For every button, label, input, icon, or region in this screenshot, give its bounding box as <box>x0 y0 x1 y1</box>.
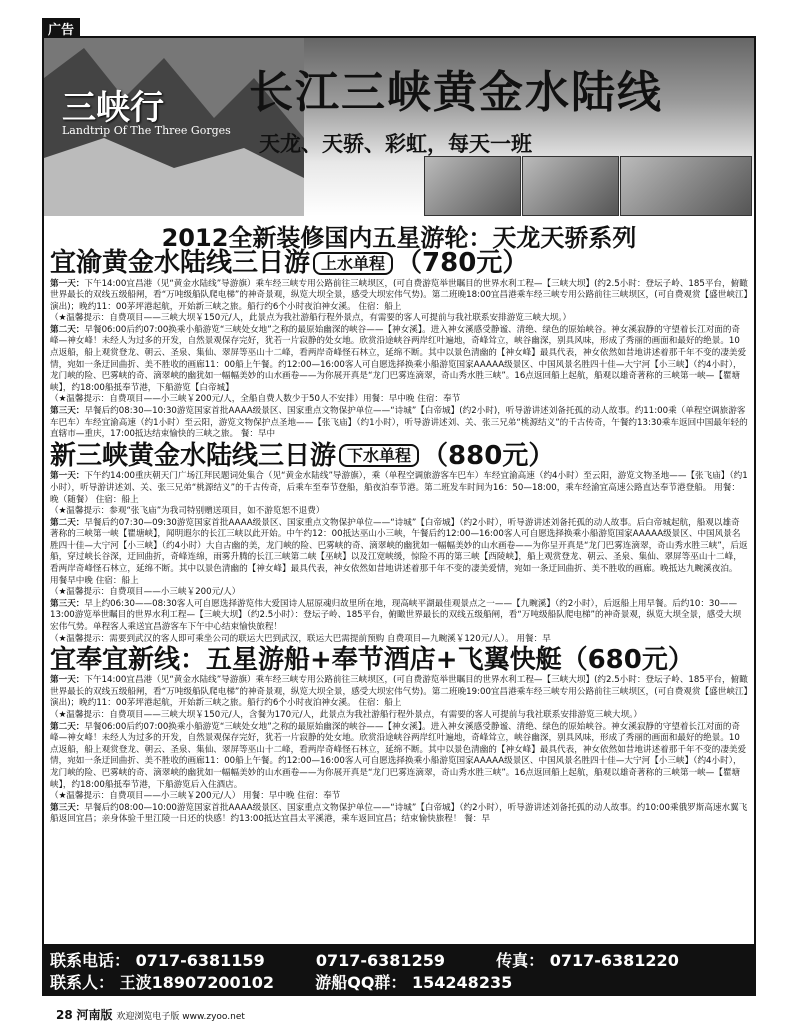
day-label: 第三天： <box>50 802 85 813</box>
itinerary-paragraph <box>50 722 748 792</box>
contact-row-2 <box>50 970 512 993</box>
phone-label: 联系电话： <box>50 951 131 970</box>
route-price: 780元 <box>422 248 503 278</box>
route-name: 宜渝黄金水陆线三日游 <box>50 248 311 278</box>
route-section <box>44 645 754 826</box>
itinerary-paragraph <box>50 325 748 395</box>
day-text: 早餐后约08:30—10:30游览国家首批AAAA级景区、国家重点文物保护单位——“诗城”【白帝城】(约2小时)，听导游讲述刘备托孤的动人故事。约11:00乘（单程空调旅游客车巴车）车经宜渝高速（约1小时）至云阳，游览文物保护点圣地——【张飞庙】（约1小时），听导游讲述刘、关、张三兄弟“桃源结义”的千古传奇，午餐约13:30乘车返回中国最年轻的直辖市—重庆，17:00抵达结束愉快的三峡之旅。 餐：早中 <box>50 406 748 440</box>
day-label: 第三天： <box>50 406 85 417</box>
route-name: 新三峡黄金水陆线三日游 <box>50 440 337 471</box>
day-text: 早餐后约08:00—10:00游览国家首批AAAA级景区、国家重点文物保护单位——“诗城”【白帝城】（约2小时），听导游讲述刘备托孤的动人故事。约10:00乘俄罗斯高速水翼飞船返回宜昌；亲身体验千里江陵一日还的快感！约13:00抵达宜昌太平溪港，乘车返回宜昌；结束愉快旅程！ 餐：早 <box>50 802 748 825</box>
edition: 河南版 <box>76 1008 113 1022</box>
route-section <box>44 248 754 441</box>
banner-subtitle: 天龙、天骄、彩虹，每天一班 <box>259 132 532 156</box>
day-text: （★温馨提示：参观“张飞庙”为我司特别赠送项目，如不游览恕不退费） <box>50 506 325 517</box>
day-text: （★温馨提示：自费项目——三峡大坝￥150元/人，含餐为170元/人，此景点为我社游船行程外景点，有需要的客人可提前与我社联系安排游览三峡大坝。） <box>50 710 643 720</box>
itinerary-paragraph <box>50 471 748 506</box>
route-name: 宜奉宜新线：五星游船+奉节酒店+飞翼快艇 <box>50 645 562 676</box>
fax: 0717-6381220 <box>549 951 679 970</box>
itinerary-paragraph <box>50 587 748 599</box>
itinerary-paragraph <box>50 506 748 518</box>
ad-frame <box>42 36 756 996</box>
day-text: 下午约14:00重庆朝天门广场江拜民题词处集合（见“黄金水陆线”导游旗），乘（单程空调旅游客车巴车）车经宜渝高速（约4小时）至云阳，游览文物圣地——【张飞庙】（约1小时），听导游讲述刘、关、张三兄弟“桃源结义”的千古传奇，后乘车至奉节登船，船夜泊奉节港。第二班发车时间为16：50—18:00，乘车经渝宜高速公路直达奉节港登船。 用餐：晚（随餐） 住宿：船上 <box>50 471 748 505</box>
ad-tag: 广告 <box>42 18 80 39</box>
route-price: 680元 <box>587 645 668 676</box>
itinerary-paragraph <box>50 406 748 441</box>
route-title: 宜渝黄金水陆线三日游 上水单程 （780元） <box>50 248 529 278</box>
ship-photo-2 <box>522 156 619 216</box>
itinerary-paragraph <box>50 313 748 325</box>
route-title: 宜奉宜新线：五星游船+奉节酒店+飞翼快艇（680元） <box>50 645 694 676</box>
day-text: 早上约06:30——08:30客人可自愿选择游览伟大爱国诗人屈原魂归故里所在地，现高峡平湖最佳观景点之一——【九畹溪】（约2小时），后返船上用早餐。后约10：30——13:00游览举世瞩目的世界水利工程—【三峡大坝】（约2.5小时）：登坛子岭、185平台，俯瞰世界最长的双线五级船闸，看“万吨级船队爬电梯”的神奇景观，纵览大坝全景，感受大坝宏伟气势。单程客人乘送宜昌游客车下午中心结束愉快旅程！ <box>50 598 742 633</box>
day-text: （★温馨提示：自费项目——小三峡￥200元/人，全船自费人数少于50人不安排）用餐：早中晚 住宿：奉节 <box>50 394 461 405</box>
day-label: 第三天： <box>50 598 85 609</box>
itinerary-paragraph <box>50 279 748 314</box>
ship-photo-3 <box>620 156 752 216</box>
qq: 154248235 <box>412 973 513 992</box>
itinerary-paragraph <box>50 634 748 646</box>
itinerary-paragraph <box>50 675 748 710</box>
logo-subtitle: Landtrip Of The Three Gorges <box>62 124 231 137</box>
logo: 三峡行 <box>62 88 164 128</box>
routes <box>44 248 754 826</box>
day-label: 第一天： <box>50 675 85 686</box>
person: 王波18907200102 <box>119 973 275 992</box>
route-title: 新三峡黄金水陆线三日游 下水单程 （880元） <box>50 440 555 471</box>
day-text: 早餐06:00后约07:00换乘小船游览“三峡处女地”之称的最原始幽深的峡谷——【神女溪】。进入神女溪感受静谧、清绝、绿色的原始峡谷。神女溪寂静的守望着长江对面的奇峰—神女峰！未经人为过多的开发，自然景观保存完好，犹若一片寂静的处女地。欣赏沿途峡谷两岸红叶遍地，奇峰耸立，峡谷幽深，别具风味，形成了秀丽的画面和最好的绝景。10点返船，船上观赏登龙、朝云、圣泉、集仙、翠屏等巫山十二峰，看两岸奇峰怪石林立，延绵不断。其中以景色清幽的【神女峰】最具代表，神女依然如昔地讲述着那千年不变的凄美爱情，宛如一条迂回曲折、美不胜收的画廊11：00船上午餐。约12:00—16:00客人可自愿选择换乘小船游览国家AAAAA级景区、中国风景名胜四十佳—大宁河【小三峡】（约4小时），龙门峡的险、巴雾峡的奇、滴翠峡的幽犹如一幅幅美妙的山水画卷——为你展开真是“龙门巴雾连滴翠，奇山秀水胜三峡”。16点返回船上起航，船观以雄奇著称的三峡第一峡—【瞿塘峡】，约18:00船抵奉节港，下船游览【白帝城】 <box>50 324 747 393</box>
phone-1: 0717-6381159 <box>135 951 265 970</box>
contact-bar <box>44 944 754 994</box>
day-text: 早餐06:00后约07:00换乘小船游览“三峡处女地”之称的最原始幽深的峡谷——【神女溪】。进入神女溪感受静谧、清绝、绿色的原始峡谷。神女溪寂静的守望着长江对面的奇峰—神女峰！未经人为过多的开发，自然景观保存完好，犹若一片寂静的处女地。欣赏沿途峡谷两岸红叶遍地，奇峰耸立，峡谷幽深，别具风味，形成了秀丽的画面和最好的绝景。10点返船，船上观赏登龙、朝云、圣泉、集仙、翠屏等巫山十二峰，看两岸奇峰怪石林立，延绵不断。其中以景色清幽的【神女峰】最具代表，神女依然如昔地讲述着那千年不变的凄美爱情，宛如一条迂回曲折、美不胜收的画廊11：00船上午餐。约12:00—16:00客人可自愿选择换乘小船游览国家AAAAA级景区、中国风景名胜四十佳—大宁河【小三峡】（约4小时），龙门峡的险、巴雾峡的奇、滴翠峡的幽犹如一幅幅美妙的山水画卷——为你展开真是“龙门巴雾连滴翠，奇山秀水胜三峡”。16点返回船上起航，船观以雄奇著称的三峡第一峡—【瞿塘峡】，约18:00船抵奉节港，下船游览后入住酒店。 <box>50 721 747 790</box>
page-number: 28 <box>56 1008 73 1022</box>
route-section <box>44 441 754 645</box>
day-label: 第一天： <box>50 471 85 482</box>
banner-title: 长江三峡黄金水陆线 <box>249 67 663 118</box>
route-direction: 上水单程 <box>313 252 393 275</box>
ship-photo-1 <box>424 156 521 216</box>
itinerary-paragraph <box>50 791 748 803</box>
day-text: 早餐后约07:30—09:30游览国家首批AAAA级景区、国家重点文物保护单位——“诗城”【白帝城】（约2小时），听导游讲述刘备托孤的动人故事。后白帝城起航，船观以雄奇著称的三峡第一峡【瞿塘峡】，闻明遐尔的长江三峡以此开始。中午约12：00抵达巫山小三峡，午餐后约12:00—16:00客人可自愿选择换乘小船游览国家AAAAA级景区、中国风景名胜四十佳—大宁河【小三峡】（约4小时）大自古幽的美，龙门峡的险、巴雾峡的奇、滴翠峡的幽犹如一幅幅美妙的山水画卷——为你呈开真是“龙门巴雾连滴翠，奇山秀水胜三峡”，后返船，穿过峡长谷深，迂回曲折，奇峰连绵，雨雾升腾的长江三峡第二峡【巫峡】以及江宽峡缓，惊险不再的第三峡【西陵峡】，船上观赏登龙、朝云、圣泉、集仙、翠屏等巫山十二峰，看两岸奇峰怪石林立，延绵不断。其中以景色清幽的【神女峰】最具代表，神女依然如昔地讲述着那千年不变的凄美爱情，宛如一条迂回曲折、美不胜收的画廊。晚抵达九畹溪夜泊。 用餐早中晚 住宿：船上 <box>50 517 748 586</box>
itinerary-paragraph <box>50 599 748 634</box>
footer <box>56 1006 245 1023</box>
route-price: 880元 <box>448 440 529 471</box>
day-label: 第二天： <box>50 721 85 732</box>
ship-title: 2012全新装修国内五星游轮：天龙天骄系列 <box>161 224 637 252</box>
itinerary-paragraph <box>50 394 748 406</box>
qq-label: 游船QQ群： <box>315 973 407 992</box>
itinerary-paragraph <box>50 803 748 826</box>
phone-2: 0717-6381259 <box>315 951 445 970</box>
itinerary-paragraph <box>50 518 748 588</box>
banner <box>44 38 754 216</box>
contact-row-1 <box>50 948 679 971</box>
person-label: 联系人： <box>50 973 115 992</box>
day-text: （★温馨提示：自费项目——小三峡￥200元/人） <box>50 587 241 598</box>
itinerary-paragraph <box>50 710 748 722</box>
day-text: 下午14:00宜昌港（见“黄金水陆线”导游旗）乘车经三峡专用公路前往三峡坝区，(可自费游览举世瞩目的世界水利工程—【三峡大坝】(约2.5小时：登坛子岭、185平台，俯瞰世界最长的双线五级船闸，看“万吨级船队爬电梯”的神奇景观，纵览大坝全景，感受大坝宏伟气势)。第二班晚18:00宜昌港乘车经三峡专用公路前往三峡坝区，(可自费观赏【盛世峡江】演出)；晚约11：00茅坪港起航，开始新三峡之旅。船行约6个小时夜泊神女溪。 住宿：船上 <box>50 278 748 312</box>
day-label: 第一天： <box>50 278 85 289</box>
day-text: 下午14:00宜昌港（见“黄金水陆线”导游旗）乘车经三峡专用公路前往三峡坝区，(可自费游览举世瞩目的世界水利工程—【三峡大坝】(约2.5小时：登坛子岭、185平台，俯瞰世界最长的双线五级船闸，看“万吨级船队爬电梯”的神奇景观，纵览大坝全景，感受大坝宏伟气势)。第二班晚19:00宜昌港乘车经三峡专用公路前往三峡坝区，(可自费观赏【盛世峡江】演出)；晚约11：00茅坪港起航，开始新三峡之旅。船行约6个小时夜泊神女溪。 住宿：船上 <box>50 675 748 709</box>
route-direction: 下水单程 <box>339 444 419 467</box>
day-label: 第二天： <box>50 517 85 528</box>
day-label: 第二天： <box>50 324 85 335</box>
footer-note: 欢迎浏览电子版 www.zyoo.net <box>116 1012 245 1022</box>
day-text: （★温馨提示：自费项目——三峡大坝￥150元/人，此景点为我社游船行程外景点，有需要的客人可提前与我社联系安排游览三峡大坝。） <box>50 313 572 324</box>
fax-label: 传真： <box>496 951 545 970</box>
day-text: （★温馨提示：需要到武汉的客人即可乘坐公司的联运大巴到武汉，联运大巴需提前预购 自费项目—九畹溪￥120元/人）。 用餐：早 <box>50 633 551 644</box>
day-text: （★温馨提示：自费项目——小三峡￥200元/人） 用餐：早中晚 住宿：奉节 <box>50 791 341 802</box>
